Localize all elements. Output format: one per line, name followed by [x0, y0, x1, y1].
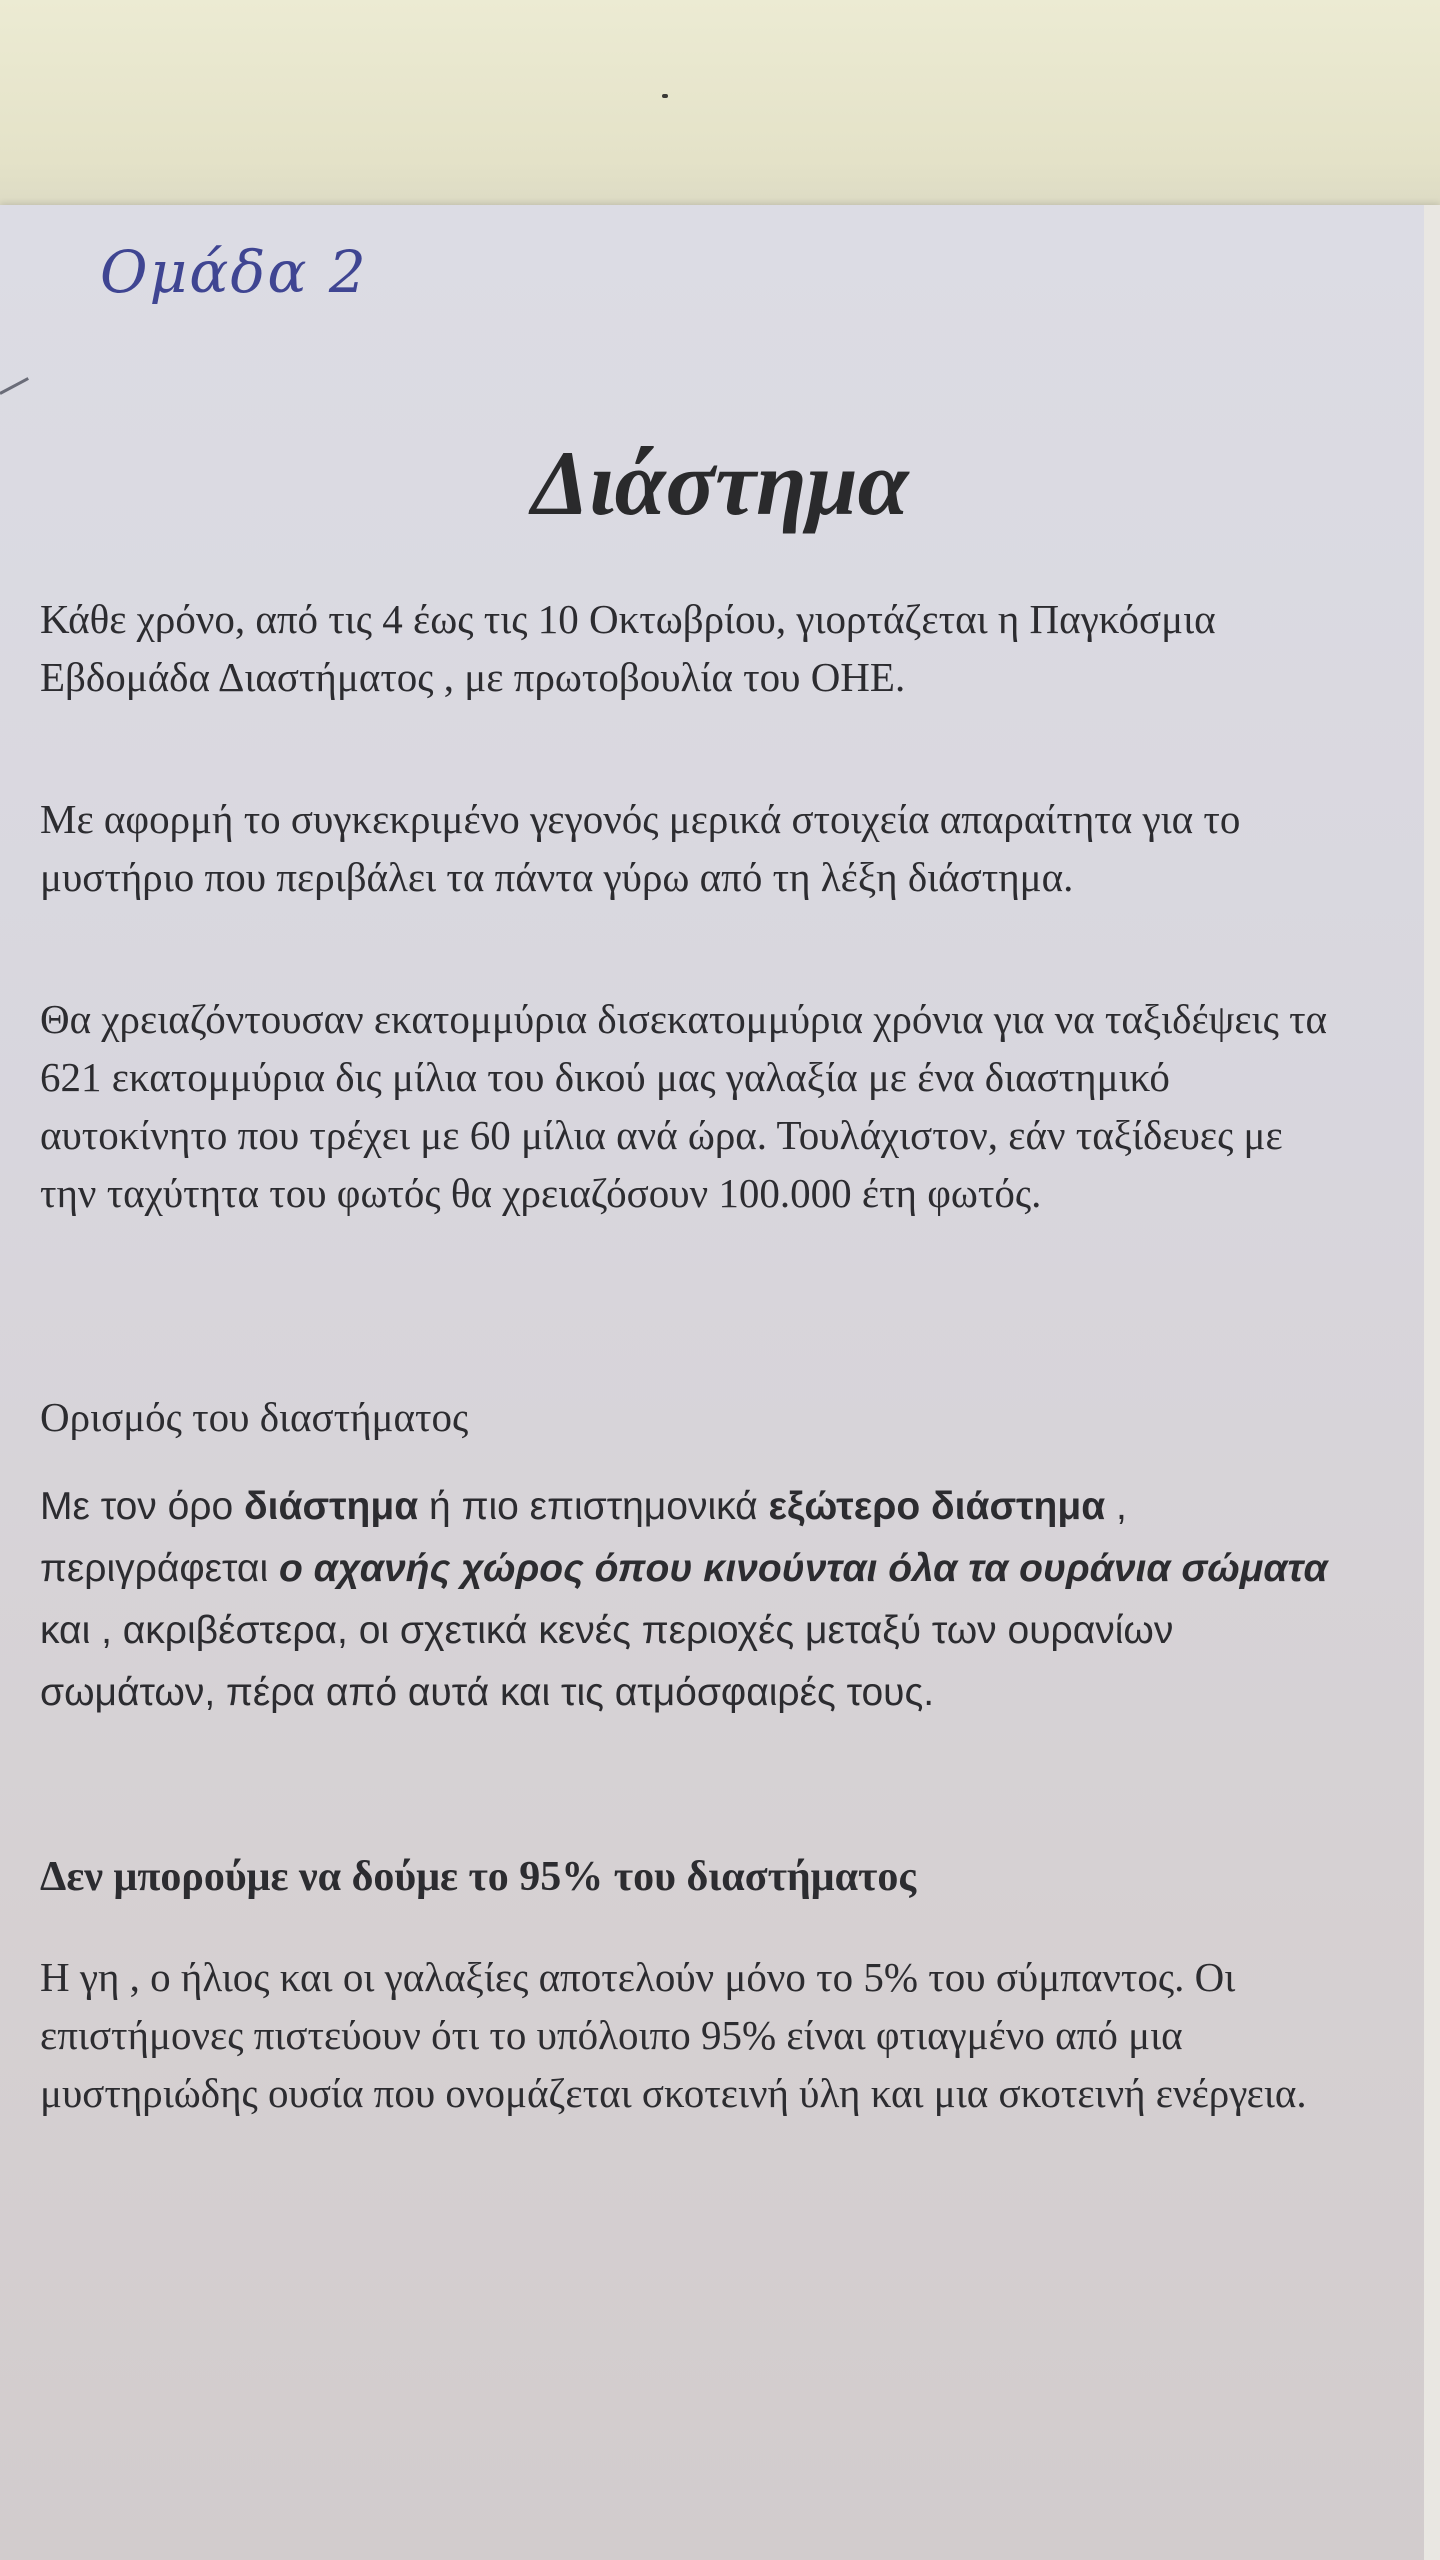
desk-background — [0, 0, 1440, 230]
section-heading-definition: Ορισμός του διαστήματος — [40, 1394, 469, 1440]
handwritten-group-note: Ομάδα 2 — [100, 238, 368, 306]
paper-right-edge — [1424, 205, 1440, 2560]
document-title: Διάστημα — [531, 432, 909, 534]
paragraph-dark-matter: Η γη , ο ήλιος και οι γαλαξίες αποτελούν μόνο το 5% του σύμπαντος. Οι επιστήμονες πιστεύουν ότι το υπόλοιπο 95% είναι φτιαγμένο από μια μυστηριώδης ουσία που ονομάζεται σκοτεινή ύλη και μια σκοτεινή ενέργεια. — [40, 1954, 1307, 2116]
paragraph-mystery: Με αφορμή το συγκεκριμένο γεγονός μερικά στοιχεία απαραίτητα για το μυστήριο που περιβάλει τα πάντα γύρω από τη λέξη διάστημα. — [40, 796, 1241, 900]
definition-text-3: , περιγράφεται — [40, 1485, 1127, 1590]
paper-sheet — [0, 205, 1440, 2560]
definition-term-outer-space: εξώτερο διάστημα — [768, 1485, 1106, 1528]
paragraph-travel-time: Θα χρειαζόντουσαν εκατομμύρια δισεκατομμύρια χρόνια για να ταξιδέψεις τα 621 εκατομμύρια δις μίλια του δικού μας γαλαξία με ένα διαστημικό αυτοκίνητο που τρέχει με 60 μίλια ανά ώρα. Τουλάχιστον, εάν ταξίδευες με την ταχύτητα του φωτός θα χρειαζόσουν 100.000 έτη φωτός. — [40, 996, 1328, 1216]
definition-text-4: και , ακριβέστερα, οι σχετικά κενές περιοχές μεταξύ των ουρανίων σωμάτων, πέρα από αυτά και τις ατμόσφαιρές τους. — [40, 1609, 1174, 1714]
definition-text-1: Με τον όρο — [40, 1485, 244, 1528]
definition-term: διάστημα — [244, 1485, 419, 1528]
section-heading-unseen: Δεν μπορούμε να δούμε το 95% του διαστήματος — [40, 1854, 917, 1900]
paragraph-space-week: Κάθε χρόνο, από τις 4 έως τις 10 Οκτωβρίου, γιορτάζεται η Παγκόσμια Εβδομάδα Διαστήματος , με πρωτοβουλία του ΟΗΕ. — [40, 596, 1216, 700]
definition-emphasis: ο αχανής χώρος όπου κινούνται όλα τα ουράνια σώματα — [278, 1547, 1328, 1590]
desk-speck — [662, 94, 668, 98]
definition-text-2: ή πιο επιστημονικά — [418, 1485, 769, 1528]
paragraph-definition — [40, 1476, 1340, 1724]
